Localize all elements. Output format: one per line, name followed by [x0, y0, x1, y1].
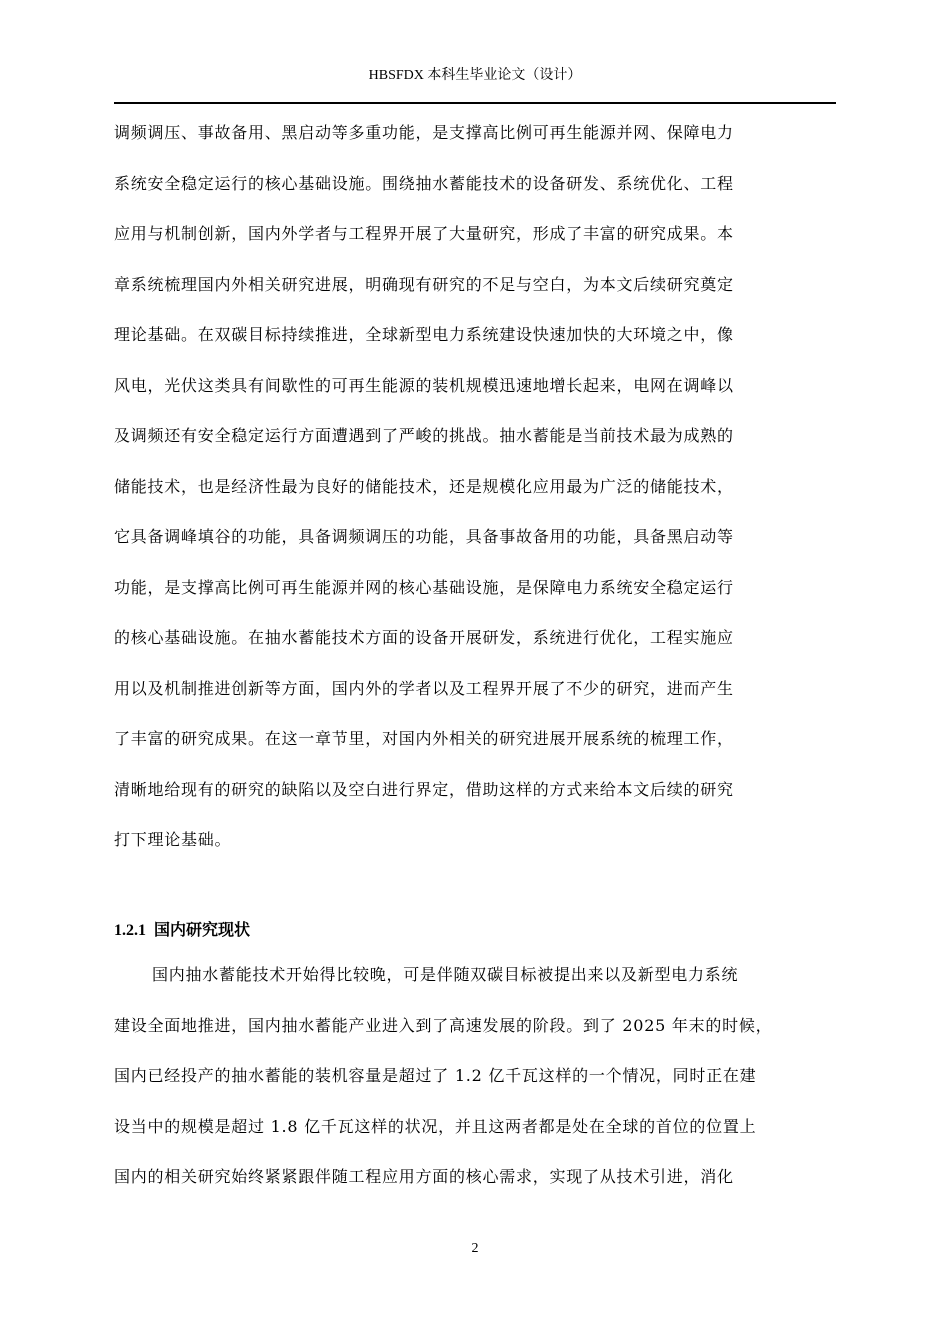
- body-paragraph-2: [114, 950, 836, 1203]
- section-heading: [114, 917, 250, 945]
- section-title: 国内研究现状: [154, 922, 251, 939]
- paragraph-line: 清晰地给现有的研究的缺陷以及空白进行界定，借助这样的方式来给本文后续的研究: [114, 779, 734, 799]
- paragraph-line: 的核心基础设施。在抽水蓄能技术方面的设备开展研发，系统进行优化，工程实施应: [114, 628, 734, 647]
- paragraph-line: 系统安全稳定运行的核心基础设施。围绕抽水蓄能技术的设备研发、系统优化、工程: [114, 173, 734, 193]
- paragraph-line: 储能技术，也是经济性最为良好的储能技术，还是规模化应用最为广泛的储能技术，: [114, 476, 734, 496]
- paragraph-line: 及调频还有安全稳定运行方面遭遇到了严峻的挑战。抽水蓄能是当前技术最为成熟的: [114, 426, 734, 445]
- section-number: 1.2.1: [114, 922, 146, 939]
- paragraph-line: 用以及机制推进创新等方面，国内外的学者以及工程界开展了不少的研究，进而产生: [114, 678, 734, 698]
- paragraph-line: 了丰富的研究成果。在这一章节里，对国内外相关的研究进展开展系统的梳理工作，: [114, 729, 734, 748]
- running-header: HBSFDX 本科生毕业论文（设计）: [368, 68, 582, 83]
- header-rule: [114, 102, 836, 104]
- paragraph-line: 国内的相关研究始终紧紧跟伴随工程应用方面的核心需求，实现了从技术引进，消化: [114, 1167, 734, 1186]
- paragraph-line: 理论基础。在双碳目标持续推进，全球新型电力系统建设快速加快的大环境之中，像: [114, 325, 734, 344]
- paragraph-line: 章系统梳理国内外相关研究进展，明确现有研究的不足与空白，为本文后续研究奠定: [114, 274, 734, 294]
- paragraph-line: 调频调压、事故备用、黑启动等多重功能，是支撑高比例可再生能源并网、保障电力: [114, 123, 734, 142]
- paragraph-line: 打下理论基础。: [114, 830, 232, 849]
- body-paragraph-1: [114, 108, 836, 866]
- paragraph-line: 应用与机制创新，国内外学者与工程界开展了大量研究，形成了丰富的研究成果。本: [114, 224, 734, 243]
- paragraph-line: 它具备调峰填谷的功能，具备调频调压的功能，具备事故备用的功能，具备黑启动等: [114, 527, 734, 546]
- page-number: 2: [471, 1241, 479, 1256]
- paragraph-line: 设当中的规模是超过 1.8 亿千瓦这样的状况，并且这两者都是处在全球的首位的位置上: [114, 1116, 757, 1136]
- paragraph-line: 风电，光伏这类具有间歇性的可再生能源的装机规模迅速地增长起来，电网在调峰以: [114, 375, 734, 395]
- paragraph-line: 功能，是支撑高比例可再生能源并网的核心基础设施，是保障电力系统安全稳定运行: [114, 577, 734, 597]
- paragraph-line: 国内已经投产的抽水蓄能的装机容量是超过了 1.2 亿千瓦这样的一个情况，同时正在建: [114, 1066, 757, 1085]
- paragraph-line: 建设全面地推进，国内抽水蓄能产业进入到了高速发展的阶段。到了 2025 年末的时候，: [114, 1015, 773, 1035]
- paragraph-line: 国内抽水蓄能技术开始得比较晚，可是伴随双碳目标被提出来以及新型电力系统: [152, 965, 739, 984]
